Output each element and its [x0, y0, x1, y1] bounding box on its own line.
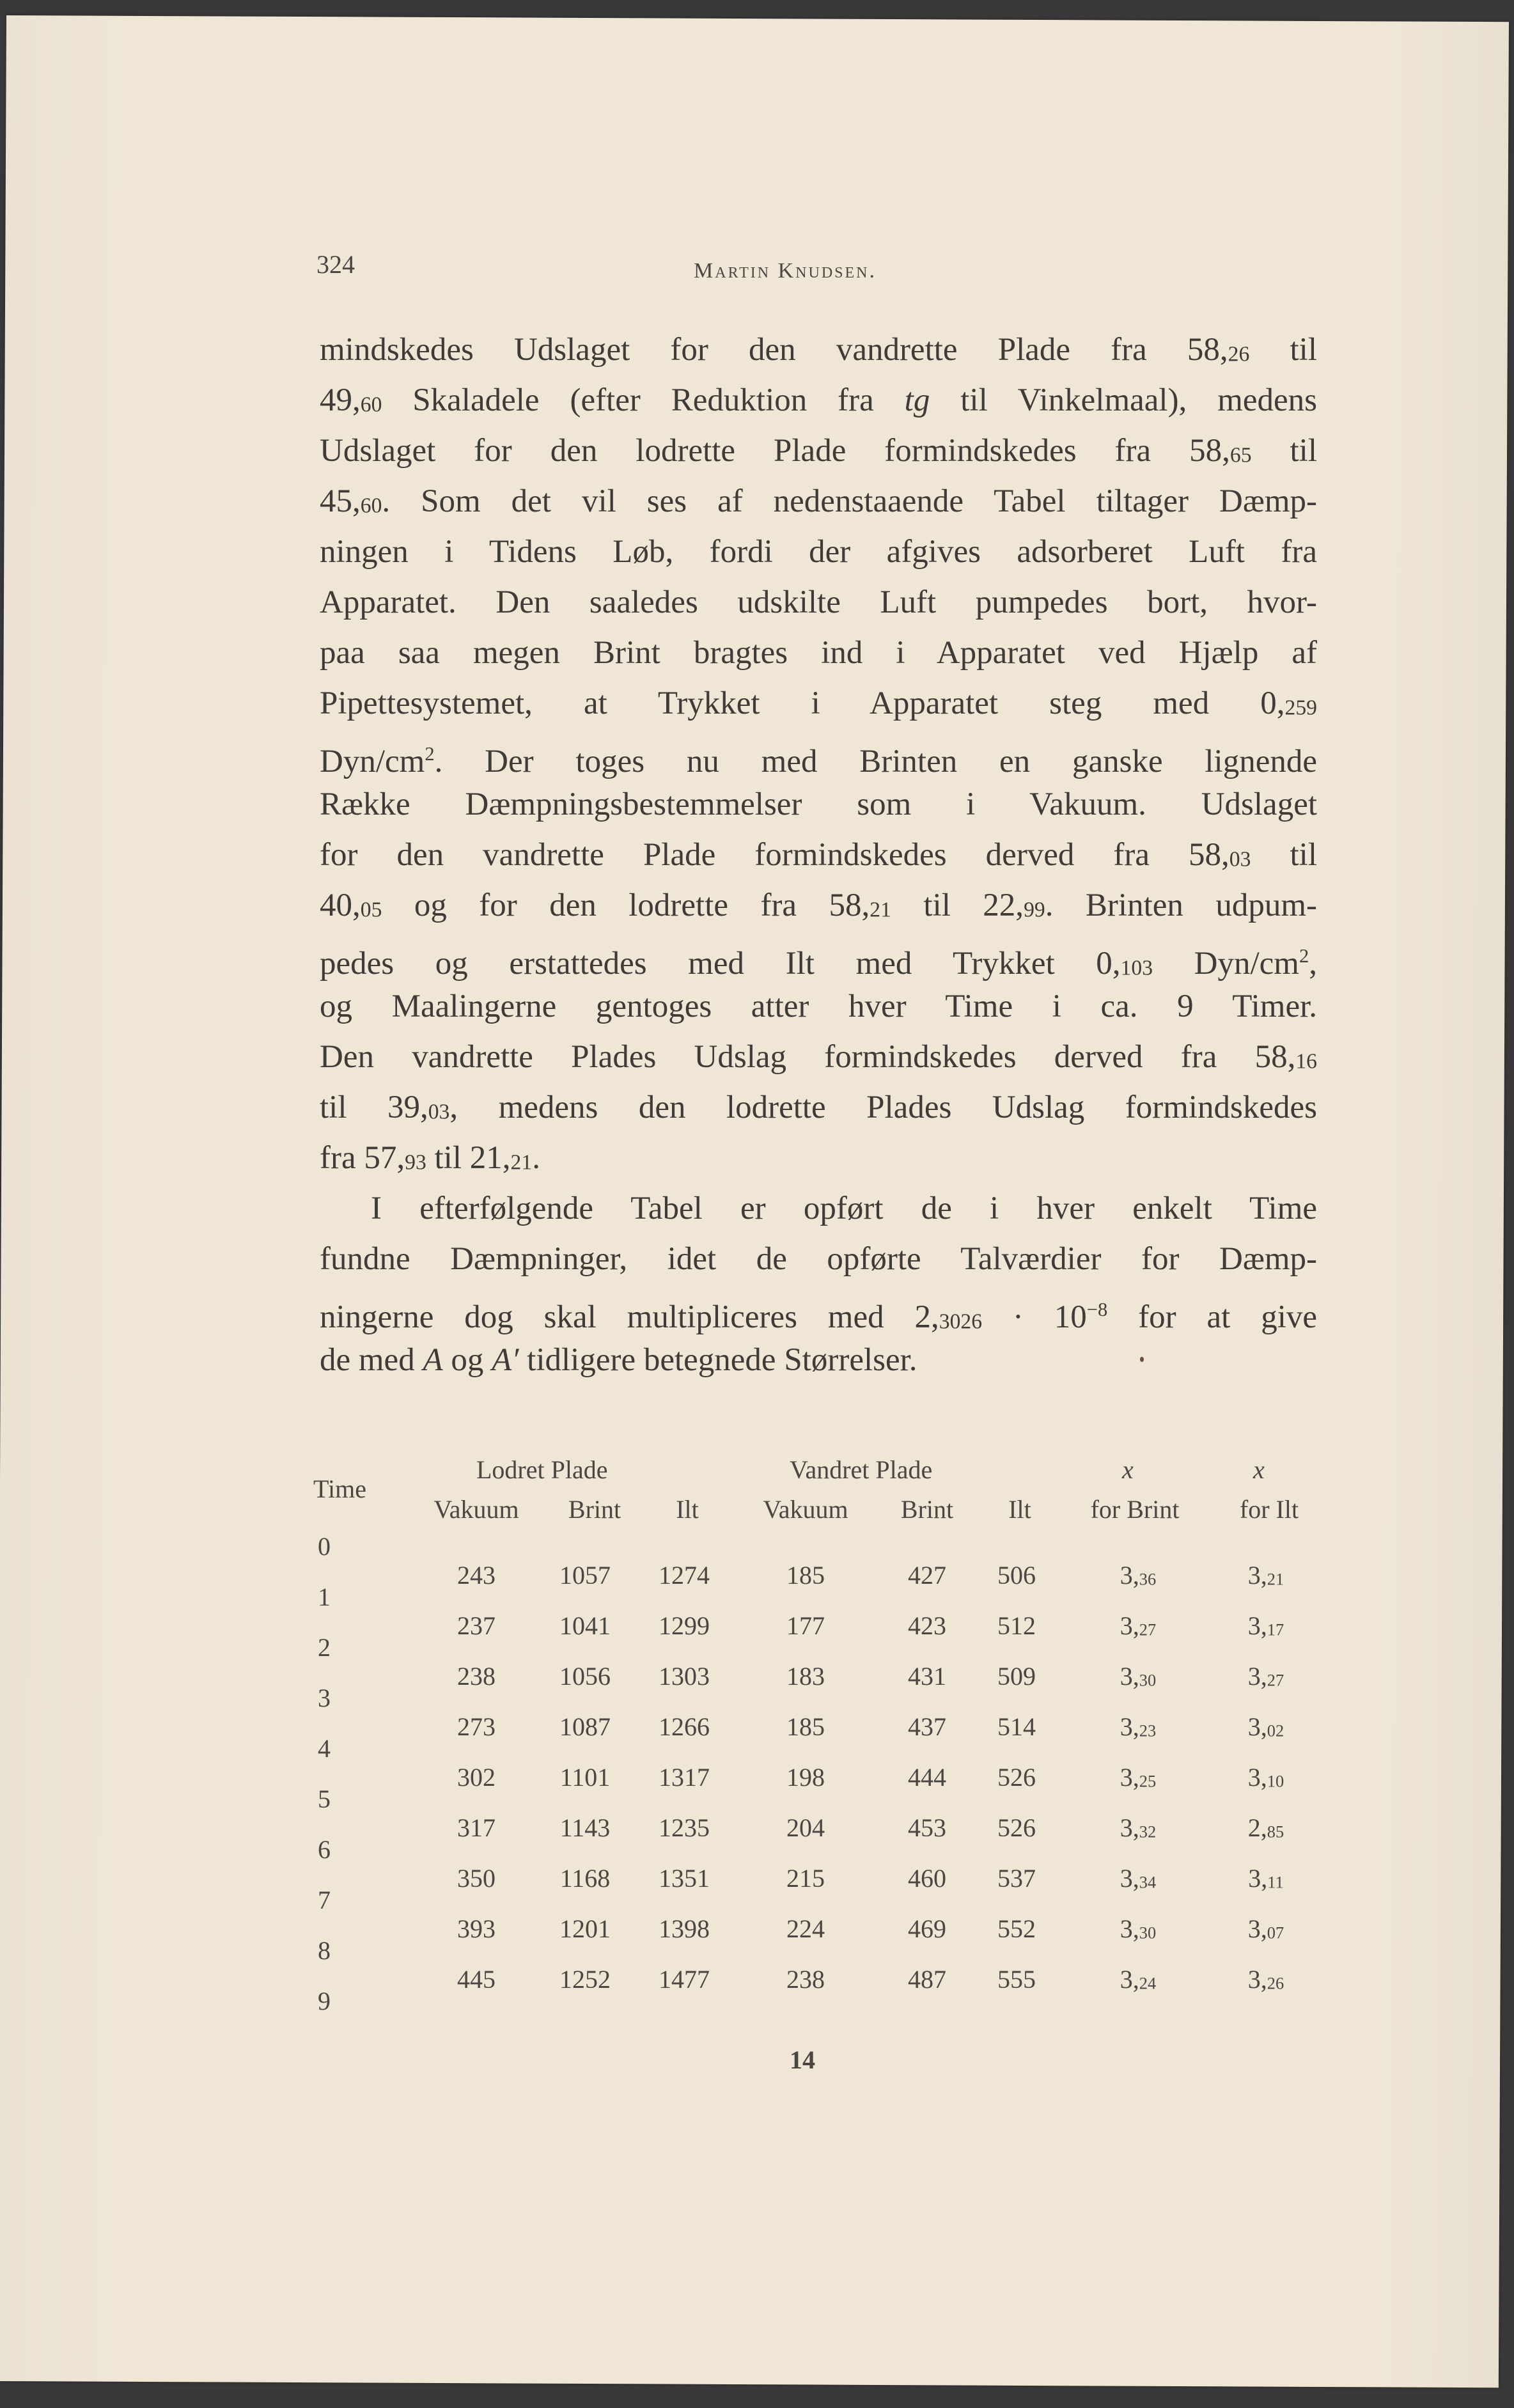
cell-lodret-ilt: 1317	[659, 1763, 710, 1792]
text-fragment: . Brinten udpum-	[1045, 887, 1317, 923]
decimal-subscript: 60	[360, 393, 382, 417]
cell-lodret-vakuum: 317	[457, 1813, 496, 1842]
cell-x-brint	[1120, 1813, 1156, 1843]
integer-part: 3,	[1247, 1914, 1267, 1943]
cell-lodret-brint: 1101	[559, 1763, 611, 1792]
text-fragment: ningerne dog skal multipliceres med 2,	[320, 1299, 939, 1335]
column-header: Ilt	[676, 1495, 699, 1524]
text-fragment: til Vinkelmaal), medens	[930, 382, 1317, 418]
decimal-subscript: 60	[360, 494, 382, 518]
decimal-subscript: 21	[870, 898, 891, 922]
decimal-subscript: 23	[1139, 1721, 1157, 1740]
cell-lodret-brint: 1057	[559, 1561, 611, 1590]
cell-lodret-vakuum: 273	[457, 1712, 496, 1741]
cell-vandret-ilt: 526	[997, 1763, 1036, 1792]
decimal-subscript: 25	[1139, 1771, 1157, 1791]
text-line	[320, 1032, 1317, 1083]
text-fragment: til	[1249, 332, 1317, 368]
cell-x-brint	[1120, 1712, 1156, 1742]
decimal-subscript: 34	[1139, 1872, 1157, 1892]
column-header: Vakuum	[433, 1495, 519, 1524]
decimal-subscript: 32	[1139, 1822, 1157, 1841]
text-line	[320, 678, 1317, 729]
text-line	[320, 931, 1317, 981]
text-fragment: til 22,	[891, 887, 1024, 923]
cell-lodret-vakuum: 243	[457, 1561, 496, 1590]
cell-lodret-ilt: 1303	[659, 1662, 710, 1691]
decimal-subscript: 259	[1284, 696, 1317, 720]
cell-vandret-brint: 437	[908, 1712, 946, 1741]
cell-lodret-vakuum: 350	[457, 1864, 496, 1893]
paragraph-2	[320, 1184, 1317, 1386]
text-fragment: og	[442, 1342, 492, 1378]
time-header: Time	[313, 1474, 367, 1503]
cell-lodret-ilt: 1299	[659, 1611, 710, 1640]
cell-vandret-brint: 460	[908, 1864, 946, 1893]
cell-vandret-ilt: 526	[997, 1813, 1036, 1842]
cell-vandret-ilt: 509	[997, 1662, 1036, 1691]
text-fragment: til	[1251, 837, 1317, 873]
decimal-subscript: 21	[1267, 1569, 1284, 1589]
text-fragment: · 10	[982, 1299, 1087, 1335]
column-header: Ilt	[1008, 1495, 1031, 1524]
time-label: 0	[318, 1532, 331, 1561]
text-fragment: for at give	[1107, 1299, 1318, 1335]
time-label: 5	[318, 1785, 331, 1813]
decimal-subscript: 07	[1267, 1923, 1284, 1943]
symbol-A: A	[423, 1342, 443, 1378]
cell-lodret-brint: 1087	[559, 1712, 611, 1741]
text-line	[320, 1133, 1317, 1184]
cell-vandret-brint: 453	[908, 1813, 946, 1842]
text-fragment: Dyn/cm	[320, 744, 425, 779]
integer-part: 3,	[1120, 1561, 1139, 1590]
text-line	[320, 476, 1317, 527]
time-label: 4	[318, 1734, 331, 1763]
time-label: 7	[318, 1886, 331, 1914]
running-head: Martin Knudsen.	[694, 259, 877, 283]
decimal-subscript: 03	[1229, 847, 1251, 872]
cell-vandret-vakuum: 185	[786, 1561, 825, 1590]
text-fragment: ningen i Tidens Løb, fordi der afgives adsorberet Luft fra	[320, 534, 1317, 570]
cell-x-brint	[1120, 1762, 1156, 1792]
integer-part: 3,	[1247, 1763, 1267, 1792]
cell-vandret-vakuum: 224	[786, 1914, 825, 1943]
text-fragment: Den vandrette Plades Udslag formindskedes derved fra 58,	[320, 1039, 1296, 1075]
text-line	[320, 729, 1317, 779]
integer-part: 3,	[1120, 1662, 1139, 1691]
time-label: 8	[318, 1936, 331, 1965]
cell-vandret-brint: 444	[908, 1763, 946, 1792]
decimal-subscript: 85	[1267, 1822, 1284, 1841]
time-label: 2	[318, 1633, 331, 1662]
text-line	[320, 527, 1317, 577]
cell-vandret-vakuum: 204	[786, 1813, 825, 1842]
cell-lodret-ilt: 1398	[659, 1914, 710, 1943]
column-header: Vakuum	[763, 1495, 848, 1524]
text-fragment: Skaladele (efter Reduktion fra	[382, 382, 905, 418]
cell-lodret-vakuum: 237	[457, 1611, 496, 1640]
decimal-subscript: 30	[1139, 1923, 1157, 1943]
text-line	[320, 577, 1317, 628]
decimal-subscript: 24	[1139, 1973, 1157, 1993]
cell-x-brint	[1120, 1661, 1156, 1691]
cell-lodret-vakuum: 302	[457, 1763, 496, 1792]
text-fragment: Dyn/cm	[1153, 946, 1299, 981]
cell-x-ilt	[1248, 1813, 1284, 1843]
text-fragment: paa saa megen Brint bragtes ind i Apparatet ved Hjælp af	[320, 635, 1317, 671]
text-line	[320, 981, 1317, 1032]
cell-x-ilt	[1248, 1914, 1284, 1944]
decimal-subscript: 30	[1139, 1670, 1157, 1690]
cell-lodret-ilt: 1266	[659, 1712, 710, 1741]
decimal-subscript: 99	[1024, 898, 1045, 922]
text-fragment: til 21,	[426, 1140, 511, 1176]
cell-lodret-vakuum: 393	[457, 1914, 496, 1943]
integer-part: 3,	[1247, 1662, 1267, 1691]
time-label: 6	[318, 1835, 331, 1864]
text-fragment: Række Dæmpningsbestemmelser som i Vakuum. Udslaget	[320, 786, 1317, 822]
column-header: for Brint	[1090, 1495, 1180, 1524]
text-line	[320, 880, 1317, 931]
text-fragment: tidligere betegnede Størrelser.	[519, 1342, 917, 1378]
text-line	[320, 1335, 1317, 1386]
cell-vandret-brint: 487	[908, 1965, 946, 1994]
cell-lodret-vakuum: 238	[457, 1662, 496, 1691]
text-fragment: og for den lodrette fra 58,	[382, 887, 870, 923]
exponent: 2	[425, 743, 435, 765]
text-fragment: 40,	[320, 887, 361, 923]
cell-x-ilt	[1248, 1964, 1284, 1994]
group-header-x-brint: x	[1122, 1455, 1134, 1484]
cell-x-ilt	[1248, 1661, 1284, 1691]
time-label: 3	[318, 1684, 331, 1712]
text-fragment: mindskedes Udslaget for den vandrette Plade fra 58,	[320, 332, 1228, 368]
cell-vandret-vakuum: 185	[786, 1712, 825, 1741]
cell-lodret-ilt: 1351	[659, 1864, 710, 1893]
exponent: 2	[1299, 945, 1309, 967]
cell-vandret-vakuum: 198	[786, 1763, 825, 1792]
cell-vandret-ilt: 552	[997, 1914, 1036, 1943]
text-line	[320, 779, 1317, 830]
paragraph-1	[320, 325, 1317, 1184]
cell-lodret-ilt: 1477	[659, 1965, 710, 1994]
text-line	[320, 628, 1317, 678]
cell-vandret-brint: 469	[908, 1914, 946, 1943]
text-fragment: 45,	[320, 483, 361, 519]
italic-term: tg	[904, 382, 930, 418]
integer-part: 3,	[1247, 1561, 1267, 1590]
text-fragment: Pipettesystemet, at Trykket i Apparatet steg med 0,	[320, 685, 1285, 721]
text-fragment: for den vandrette Plade formindskedes derved fra 58,	[320, 837, 1229, 873]
text-fragment: . Der toges nu med Brinten en ganske lignende	[434, 744, 1317, 779]
decimal-subscript: 16	[1295, 1049, 1317, 1074]
cell-lodret-brint: 1041	[559, 1611, 611, 1640]
cell-x-brint	[1120, 1863, 1156, 1893]
cell-lodret-brint: 1201	[559, 1914, 611, 1943]
column-header: Brint	[568, 1495, 621, 1524]
cell-x-ilt	[1248, 1611, 1284, 1641]
cell-vandret-vakuum: 183	[786, 1662, 825, 1691]
cell-lodret-ilt: 1274	[659, 1561, 710, 1590]
cell-lodret-brint: 1056	[559, 1662, 611, 1691]
page-number: 324	[316, 250, 355, 279]
text-line	[320, 375, 1317, 426]
cell-vandret-vakuum: 215	[786, 1864, 825, 1893]
cell-x-brint	[1120, 1560, 1156, 1590]
text-fragment: de med	[320, 1342, 423, 1378]
text-fragment: ,	[1309, 946, 1317, 981]
cell-vandret-ilt: 506	[997, 1561, 1036, 1590]
text-fragment: Apparatet. Den saaledes udskilte Luft pumpedes bort, hvor-	[320, 584, 1317, 620]
decimal-subscript: 93	[405, 1150, 426, 1175]
time-label: 9	[318, 1987, 331, 2015]
column-header: Brint	[900, 1495, 954, 1524]
body-text	[320, 325, 1317, 1386]
cell-vandret-brint: 427	[908, 1561, 946, 1590]
text-fragment: til 39,	[320, 1090, 428, 1125]
decimal-subscript: 10	[1267, 1771, 1284, 1791]
cell-x-ilt	[1248, 1712, 1284, 1742]
integer-part: 2,	[1247, 1813, 1267, 1842]
integer-part: 3,	[1120, 1763, 1139, 1792]
text-line	[320, 830, 1317, 880]
decimal-subscript: 26	[1267, 1973, 1284, 1993]
cell-x-brint	[1120, 1611, 1156, 1641]
decimal-subscript: 65	[1229, 443, 1252, 467]
decimal-subscript: 03	[428, 1100, 450, 1124]
text-fragment: , medens den lodrette Plades Udslag formindskedes	[449, 1090, 1317, 1125]
integer-part: 3,	[1247, 1965, 1267, 1994]
cell-x-ilt	[1248, 1762, 1284, 1792]
decimal-subscript: 21	[510, 1150, 533, 1175]
cell-lodret-brint: 1168	[559, 1864, 611, 1893]
integer-part: 3,	[1120, 1611, 1139, 1640]
cell-x-brint	[1120, 1964, 1156, 1994]
text-fragment: Udslaget for den lodrette Plade formindskedes fra 58,	[320, 433, 1230, 469]
exponent: −8	[1086, 1299, 1108, 1320]
text-fragment: . Som det vil ses af nedenstaaende Tabel tiltager Dæmp-	[382, 483, 1317, 519]
integer-part: 3,	[1120, 1914, 1139, 1943]
cell-vandret-ilt: 512	[997, 1611, 1036, 1640]
cell-vandret-vakuum: 238	[786, 1965, 825, 1994]
cell-lodret-ilt: 1235	[659, 1813, 710, 1842]
decimal-subscript: 3026	[939, 1310, 983, 1334]
group-header-x-ilt: x	[1253, 1455, 1265, 1484]
decimal-subscript: 27	[1139, 1620, 1157, 1639]
integer-part: 3,	[1120, 1712, 1139, 1741]
decimal-subscript: 36	[1139, 1569, 1157, 1589]
text-fragment: og Maalingerne gentoges atter hver Time i ca. 9 Timer.	[320, 989, 1317, 1024]
ink-spot	[1140, 1357, 1144, 1362]
cell-lodret-brint: 1252	[559, 1965, 611, 1994]
cell-lodret-brint: 1143	[559, 1813, 611, 1842]
cell-vandret-ilt: 537	[997, 1864, 1036, 1893]
text-line: fundne Dæmpninger, idet de opførte Talværdier for Dæmp-	[320, 1241, 1317, 1277]
text-line	[320, 426, 1317, 476]
decimal-subscript: 11	[1267, 1872, 1284, 1892]
cell-vandret-vakuum: 177	[786, 1611, 825, 1640]
group-header-lodret: Lodret Plade	[476, 1455, 608, 1484]
column-header: for Ilt	[1239, 1495, 1299, 1524]
integer-part: 3,	[1247, 1611, 1267, 1640]
decimal-subscript: 26	[1228, 342, 1250, 366]
decimal-subscript: 103	[1120, 956, 1153, 980]
cell-vandret-ilt: 514	[997, 1712, 1036, 1741]
cell-vandret-ilt: 555	[997, 1965, 1036, 1994]
decimal-subscript: 02	[1267, 1721, 1284, 1740]
time-label: 1	[318, 1583, 331, 1611]
text-fragment: .	[532, 1140, 540, 1176]
text-line	[320, 1083, 1317, 1133]
cell-lodret-vakuum: 445	[457, 1965, 496, 1994]
cell-vandret-brint: 431	[908, 1662, 946, 1691]
text-line	[320, 1285, 1317, 1335]
decimal-subscript: 05	[360, 898, 382, 922]
text-line: I efterfølgende Tabel er opført de i hver enkelt Time	[371, 1191, 1317, 1226]
text-fragment: til	[1251, 433, 1317, 469]
integer-part: 3,	[1120, 1864, 1139, 1893]
integer-part: 3,	[1120, 1813, 1139, 1842]
cell-x-ilt	[1248, 1863, 1283, 1893]
text-fragment: pedes og erstattedes med Ilt med Trykket 0,	[320, 946, 1121, 981]
group-header-vandret: Vandret Plade	[790, 1455, 933, 1484]
decimal-subscript: 27	[1267, 1670, 1284, 1690]
cell-x-brint	[1120, 1914, 1156, 1944]
symbol-A-prime: A′	[492, 1342, 519, 1378]
text-fragment: fra 57,	[320, 1140, 405, 1176]
integer-part: 3,	[1120, 1965, 1139, 1994]
signature-number: 14	[790, 2045, 815, 2074]
integer-part: 3,	[1247, 1712, 1267, 1741]
cell-vandret-brint: 423	[908, 1611, 946, 1640]
integer-part: 3,	[1248, 1864, 1268, 1893]
decimal-subscript: 17	[1267, 1620, 1284, 1639]
damping-table	[0, 1442, 1514, 2017]
cell-x-ilt	[1248, 1560, 1284, 1590]
text-fragment: 49,	[320, 382, 361, 418]
text-line	[320, 325, 1317, 375]
